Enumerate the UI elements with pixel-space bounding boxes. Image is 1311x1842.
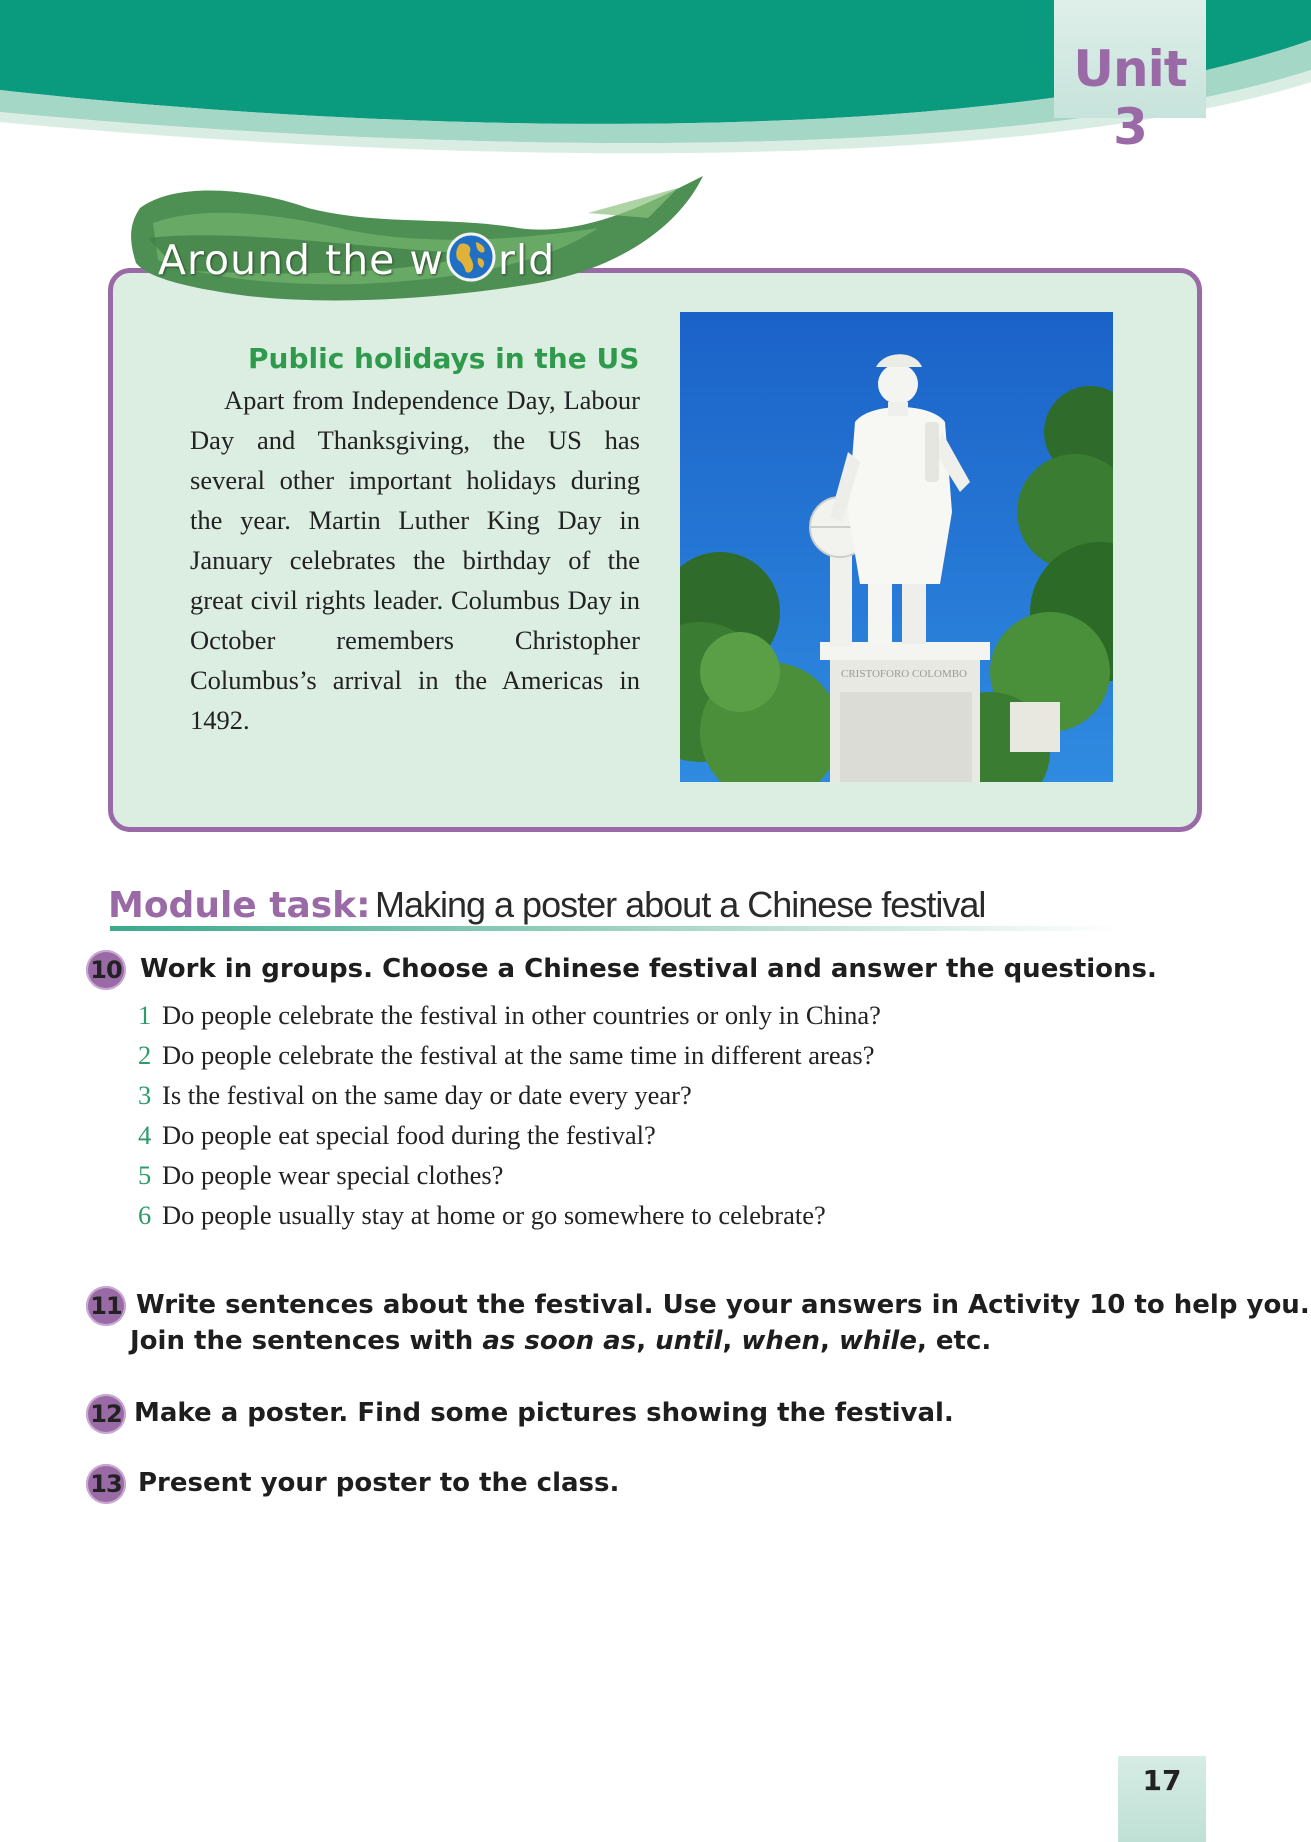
question-text: Do people celebrate the festival at the same time in different areas? — [162, 1040, 875, 1070]
activity-number-13: 13 — [86, 1464, 126, 1504]
question-number: 6 — [138, 1200, 152, 1230]
activity-11-line-1: Write sentences about the festival. Use your answers in Activity 10 to help you. — [136, 1290, 1310, 1320]
list-item — [138, 1200, 881, 1240]
columbus-statue-photo — [680, 312, 1113, 782]
question-number: 2 — [138, 1040, 152, 1070]
banner-text-start: Around the w — [158, 236, 444, 284]
reading-body: Apart from Independence Day, Labour Day and Thanksgiving, the US has several other important holidays during the year. Martin Luther King Day in January celebrates the birthday of the great civil rights leader. Columbus Day in October remembers Christopher Columbus’s arrival in the Americas in 1492. — [190, 385, 640, 735]
module-task-label: Module task: — [108, 885, 371, 926]
activity-11-line-2-start: Join the sentences with — [130, 1326, 483, 1356]
page-number: 17 — [1142, 1764, 1182, 1797]
activity-number-12: 12 — [86, 1394, 126, 1434]
keyword-while: while — [838, 1326, 917, 1356]
question-number: 5 — [138, 1160, 152, 1190]
list-item — [138, 1160, 881, 1200]
activity-11-line-2-end: , etc. — [916, 1326, 992, 1356]
globe-icon — [446, 232, 496, 282]
reading-title: Public holidays in the US — [248, 342, 640, 375]
activity-number-11: 11 — [86, 1286, 126, 1326]
question-number: 3 — [138, 1080, 152, 1110]
activity-11-line-2 — [130, 1326, 991, 1356]
question-number: 1 — [138, 1000, 152, 1030]
keyword-until: until — [655, 1326, 723, 1356]
activity-10-instruction: Work in groups. Choose a Chinese festival and answer the questions. — [140, 954, 1157, 984]
separator: , — [722, 1326, 742, 1356]
module-task-underline — [110, 926, 1120, 931]
question-text: Do people wear special clothes? — [162, 1160, 504, 1190]
statue-illustration — [680, 312, 1113, 782]
question-number: 4 — [138, 1120, 152, 1150]
unit-title: Unit 3 — [1073, 40, 1187, 156]
list-item — [138, 1040, 881, 1080]
question-text: Is the festival on the same day or date every year? — [162, 1080, 692, 1110]
pedestal-inscription: CRISTOFORO COLOMBO — [840, 668, 968, 680]
around-the-world-title — [158, 232, 555, 284]
keyword-as-soon-as: as soon as — [482, 1326, 637, 1356]
separator: , — [820, 1326, 839, 1356]
module-task-heading — [108, 884, 985, 926]
banner-text-end: rld — [497, 236, 556, 284]
activity-number-10: 10 — [86, 950, 126, 990]
question-list — [138, 1000, 881, 1240]
activity-13-instruction: Present your poster to the class. — [138, 1468, 620, 1498]
list-item — [138, 1080, 881, 1120]
list-item — [138, 1000, 881, 1040]
module-task-title: Making a poster about a Chinese festival — [374, 884, 986, 925]
keyword-when: when — [741, 1326, 821, 1356]
activity-12-instruction: Make a poster. Find some pictures showing the festival. — [134, 1398, 954, 1428]
separator: , — [636, 1326, 656, 1356]
list-item — [138, 1120, 881, 1160]
question-text: Do people usually stay at home or go somewhere to celebrate? — [162, 1200, 826, 1230]
question-text: Do people eat special food during the festival? — [162, 1120, 656, 1150]
question-text: Do people celebrate the festival in other countries or only in China? — [162, 1000, 881, 1030]
